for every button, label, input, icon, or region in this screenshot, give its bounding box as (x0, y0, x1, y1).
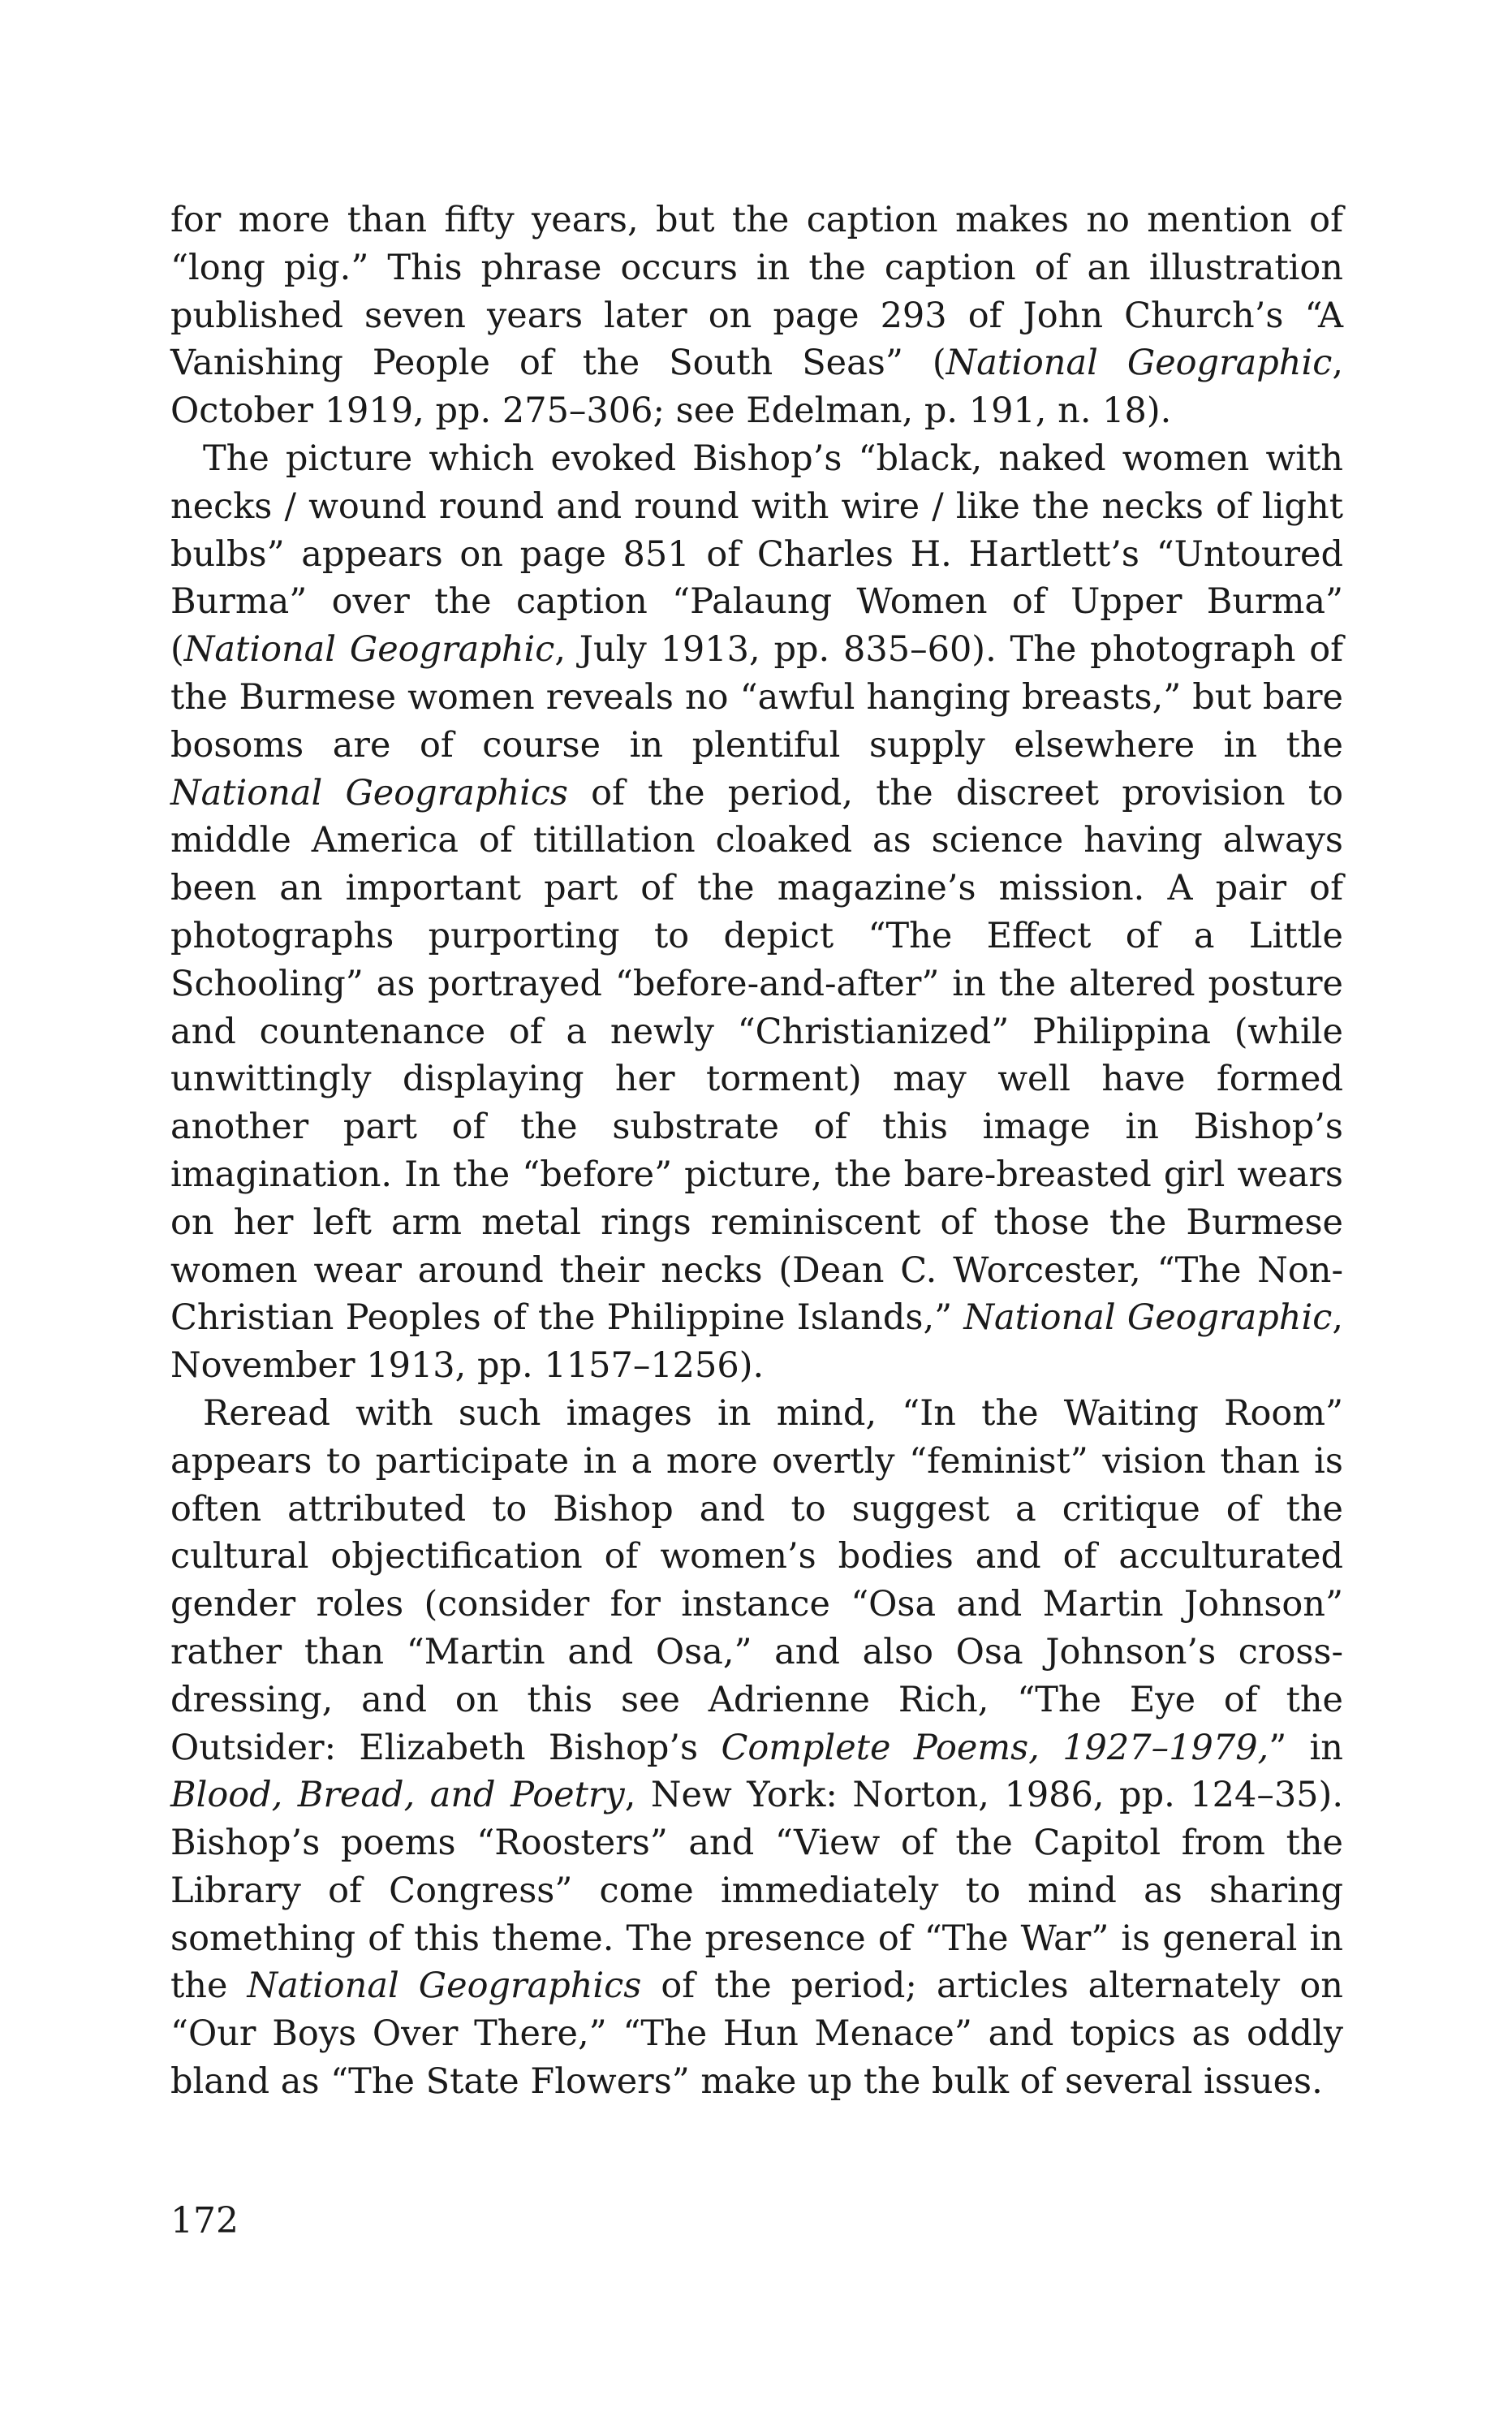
text-segment: The picture which evoked Bishop’s “black, naked women with necks / wound round and round with wire / like the necks of light bulbs” appears on page 851 of Charles H. Hartlett’s “Untoured Burma” over the caption “Palaung Women of Upper Burma” ( (170, 438, 1343, 671)
italic-title: Complete Poems, 1927–1979, (721, 1727, 1269, 1768)
text-segment: of the period, the discreet provision to middle America of titillation cloaked as science having always been an important part of the magazine’s mission. A pair of photographs purporting to depict “The Effect of a Little Schooling” as portrayed “before-and-after” in the altered posture and countenance of a newly “Christianized” Philippina (while unwittingly displaying her torment) may well have formed another part of the substrate of this image in Bishop’s imagination. In the “before” picture, the bare-breasted girl wears on her left arm metal rings reminiscent of those the Burmese women wear around their necks (Dean C. Worcester, “The Non-Christian Peoples of the Philippine Islands,” (170, 772, 1343, 1339)
text-segment: , July 1913, pp. 835–60). The photograph of the Burmese women reveals no “awful hanging breasts,” but bare bosoms are of course in plentiful supply elsewhere in the (170, 629, 1343, 766)
italic-title: National Geographic (946, 343, 1333, 384)
text-segment: of the period; articles alternately on “Our Boys Over There,” “The Hun Menace” and topics as oddly bland as “The State Flowers” make up the bulk of several issues. (170, 1965, 1343, 2103)
page-number: 172 (170, 2200, 239, 2242)
text-segment: Reread with such images in mind, “In the Waiting Room” appears to participate in a more overtly “feminist” vision than is often attributed to Bishop and to suggest a critique of the cultural objectification of women’s bodies and of acculturated gender roles (consider for instance “Osa and Martin Johnson” rather than “Martin and Osa,” and also Osa Johnson’s cross-dressing, and on this see Adrienne Rich, “The Eye of the Outsider: Elizabeth Bishop’s (170, 1392, 1343, 1768)
italic-title: National Geographics (247, 1965, 642, 2007)
italic-title: National Geographic (963, 1297, 1333, 1339)
text-segment: , New York: Norton, 1986, pp. 124–35). Bishop’s poems “Roosters” and “View of the Capitol from the Library of Congress” come immediately to mind as sharing something of this theme. The presence of “The War” is general in the (170, 1775, 1343, 2007)
text-segment: , October 1919, pp. 275–306; see Edelman, p. 191, n. 18). (170, 343, 1343, 432)
italic-title: National Geographics (170, 772, 568, 813)
paragraph-burma (170, 435, 1343, 1390)
paragraph-continuation (170, 196, 1343, 435)
italic-title: Blood, Bread, and Poetry (170, 1775, 625, 1816)
text-segment: , November 1913, pp. 1157–1256). (170, 1297, 1343, 1387)
text-segment: for more than fifty years, but the caption makes no mention of “long pig.” This phrase occurs in the caption of an illustration published seven years later on page 293 of John Church’s “A Vanishing People of the South Seas” ( (170, 200, 1343, 384)
body-text (170, 196, 1343, 2106)
paragraph-reread (170, 1390, 1343, 2106)
italic-title: National Geographic (183, 629, 555, 671)
text-segment: ” in (1269, 1727, 1343, 1768)
